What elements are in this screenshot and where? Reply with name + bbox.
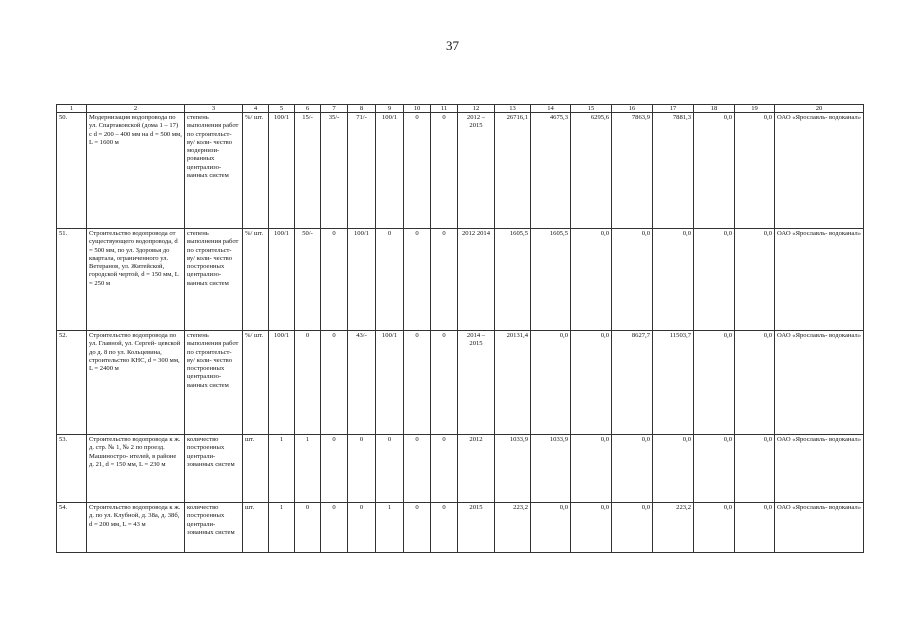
amount-cell: 0,0 [571, 503, 612, 553]
period-cell: 2012 2014 [458, 229, 495, 331]
column-header: 2 [87, 105, 185, 113]
column-header: 14 [531, 105, 571, 113]
table-row [57, 435, 864, 503]
amount-cell: 26716,1 [495, 113, 531, 229]
column-header: 11 [431, 105, 458, 113]
amount-cell: 11503,7 [653, 331, 694, 435]
unit-cell: шт. [243, 435, 269, 503]
table-row [57, 331, 864, 435]
column-header: 15 [571, 105, 612, 113]
amount-cell: 0,0 [653, 229, 694, 331]
row-number-cell: 51. [57, 229, 87, 331]
value-cell: 43/- [348, 331, 376, 435]
row-number-cell: 52. [57, 331, 87, 435]
value-cell: 0 [321, 435, 348, 503]
row-number-cell: 53. [57, 435, 87, 503]
indicator-cell: количество построенных централи- зованных систем [185, 503, 243, 553]
value-cell: 0 [376, 229, 404, 331]
value-cell: 0 [404, 229, 431, 331]
value-cell: 100/1 [376, 113, 404, 229]
executor-cell: ОАО «Ярославль- водоканал» [775, 113, 864, 229]
indicator-cell: степень выполнения работ по строительст- ву/ коли- чество модернизи- рованных централизо- ванных систем [185, 113, 243, 229]
period-cell: 2015 [458, 503, 495, 553]
amount-cell: 0,0 [653, 435, 694, 503]
value-cell: 50/- [295, 229, 321, 331]
value-cell: 100/1 [376, 331, 404, 435]
program-table [56, 104, 864, 553]
amount-cell: 0,0 [612, 229, 653, 331]
period-cell: 2014 – 2015 [458, 331, 495, 435]
amount-cell: 0,0 [571, 331, 612, 435]
amount-cell: 4675,3 [531, 113, 571, 229]
value-cell: 0 [431, 113, 458, 229]
value-cell: 0 [404, 503, 431, 553]
value-cell: 1 [295, 435, 321, 503]
amount-cell: 1033,9 [531, 435, 571, 503]
object-name-cell: Строительство водопровода к ж. д. по ул. Клубной, д. 38а, д. 38б, d = 200 мм, L = 43 м [87, 503, 185, 553]
object-name-cell: Строительство водопровода по ул. Главной, ул. Сергей- цевской до д. 8 по ул. Кольцевина, строительство КНС, d = 300 мм, L = 2400 м [87, 331, 185, 435]
value-cell: 100/1 [348, 229, 376, 331]
amount-cell: 0,0 [735, 435, 775, 503]
column-header: 8 [348, 105, 376, 113]
period-cell: 2012 – 2015 [458, 113, 495, 229]
value-cell: 0 [321, 229, 348, 331]
value-cell: 1 [376, 503, 404, 553]
indicator-cell: количество построенных централи- зованных систем [185, 435, 243, 503]
column-header: 19 [735, 105, 775, 113]
value-cell: 0 [348, 503, 376, 553]
column-header: 3 [185, 105, 243, 113]
unit-cell: %/ шт. [243, 331, 269, 435]
page-number: 37 [446, 38, 459, 53]
unit-cell: %/ шт. [243, 229, 269, 331]
amount-cell: 0,0 [571, 435, 612, 503]
object-name-cell: Модернизация водопровода по ул. Спартаковской (дома 1 – 17) с d = 200 – 400 мм на d = 500 мм, L = 1600 м [87, 113, 185, 229]
executor-cell: ОАО «Ярославль- водоканал» [775, 331, 864, 435]
executor-cell: ОАО «Ярославль- водоканал» [775, 229, 864, 331]
object-name-cell: Строительство водопровода от существующего водопровода, d = 500 мм, по ул. Здоровья до квартала, ограниченного ул. Ветеранов, ул. Житейской, городской чертой, d = 150 мм, L = 250 м [87, 229, 185, 331]
value-cell: 0 [431, 229, 458, 331]
amount-cell: 1605,5 [531, 229, 571, 331]
column-header: 7 [321, 105, 348, 113]
value-cell: 0 [431, 435, 458, 503]
value-cell: 0 [321, 331, 348, 435]
value-cell: 0 [348, 435, 376, 503]
column-header: 13 [495, 105, 531, 113]
value-cell: 0 [404, 435, 431, 503]
indicator-cell: степень выполнения работ по строительст- ву/ коли- чество построенных централизо- ванных систем [185, 229, 243, 331]
value-cell: 1 [269, 435, 295, 503]
value-cell: 100/1 [269, 113, 295, 229]
value-cell: 0 [295, 503, 321, 553]
amount-cell: 7881,3 [653, 113, 694, 229]
value-cell: 0 [404, 113, 431, 229]
amount-cell: 0,0 [694, 503, 735, 553]
amount-cell: 0,0 [694, 229, 735, 331]
amount-cell: 0,0 [612, 503, 653, 553]
column-header: 1 [57, 105, 87, 113]
amount-cell: 0,0 [694, 113, 735, 229]
value-cell: 0 [431, 503, 458, 553]
column-header: 9 [376, 105, 404, 113]
object-name-cell: Строительство водопровода к ж. д. стр. № 1, № 2 по проезд. Машиностро- ителей, в районе д. 21, d = 150 мм, L = 230 м [87, 435, 185, 503]
amount-cell: 223,2 [653, 503, 694, 553]
value-cell: 0 [321, 503, 348, 553]
amount-cell: 0,0 [735, 229, 775, 331]
column-header: 18 [694, 105, 735, 113]
row-number-cell: 54. [57, 503, 87, 553]
column-header: 5 [269, 105, 295, 113]
unit-cell: шт. [243, 503, 269, 553]
value-cell: 100/1 [269, 331, 295, 435]
value-cell: 0 [295, 331, 321, 435]
amount-cell: 0,0 [571, 229, 612, 331]
table-row [57, 503, 864, 553]
amount-cell: 223,2 [495, 503, 531, 553]
value-cell: 0 [431, 331, 458, 435]
amount-cell: 0,0 [612, 435, 653, 503]
value-cell: 71/- [348, 113, 376, 229]
period-cell: 2012 [458, 435, 495, 503]
value-cell: 100/1 [269, 229, 295, 331]
amount-cell: 0,0 [531, 331, 571, 435]
amount-cell: 0,0 [735, 113, 775, 229]
table-row [57, 229, 864, 331]
unit-cell: %/ шт. [243, 113, 269, 229]
amount-cell: 8627,7 [612, 331, 653, 435]
column-header: 12 [458, 105, 495, 113]
amount-cell: 0,0 [735, 503, 775, 553]
column-header: 10 [404, 105, 431, 113]
amount-cell: 7863,9 [612, 113, 653, 229]
amount-cell: 1033,9 [495, 435, 531, 503]
column-header: 17 [653, 105, 694, 113]
indicator-cell: степень выполнения работ по строительст- ву/ коли- чество построенных централизо- ванных систем [185, 331, 243, 435]
amount-cell: 0,0 [735, 331, 775, 435]
table-row [57, 113, 864, 229]
amount-cell: 0,0 [531, 503, 571, 553]
row-number-cell: 50. [57, 113, 87, 229]
value-cell: 35/- [321, 113, 348, 229]
column-header: 16 [612, 105, 653, 113]
column-header: 20 [775, 105, 864, 113]
value-cell: 0 [404, 331, 431, 435]
amount-cell: 6295,6 [571, 113, 612, 229]
value-cell: 0 [376, 435, 404, 503]
executor-cell: ОАО «Ярославль- водоканал» [775, 435, 864, 503]
value-cell: 15/- [295, 113, 321, 229]
amount-cell: 1605,5 [495, 229, 531, 331]
column-header: 6 [295, 105, 321, 113]
column-header: 4 [243, 105, 269, 113]
header-row [57, 105, 864, 113]
amount-cell: 0,0 [694, 435, 735, 503]
amount-cell: 0,0 [694, 331, 735, 435]
amount-cell: 20131,4 [495, 331, 531, 435]
value-cell: 1 [269, 503, 295, 553]
executor-cell: ОАО «Ярославль- водоканал» [775, 503, 864, 553]
